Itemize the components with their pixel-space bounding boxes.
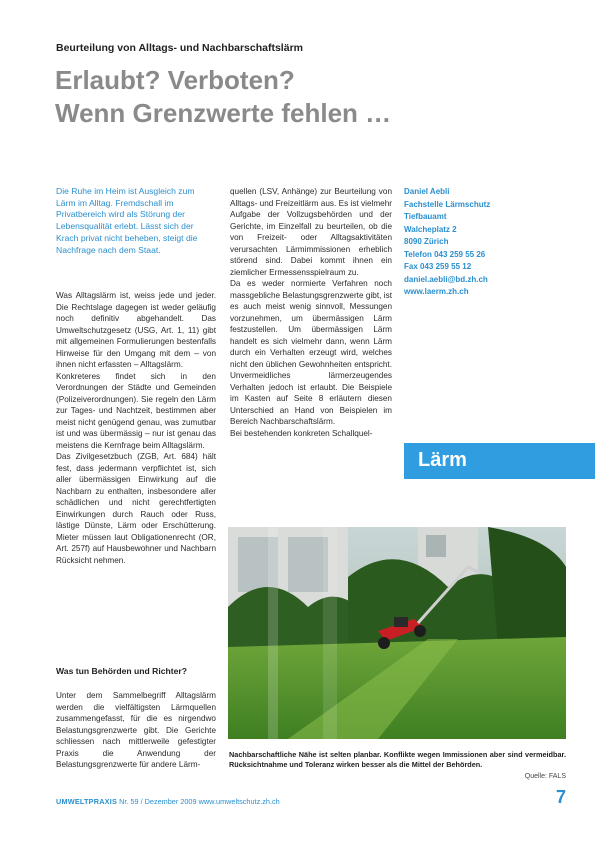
contact-web-link[interactable]: www.laerm.zh.ch: [404, 287, 469, 296]
paragraph: Da es weder normierte Verfahren noch massgebliche Belastungsgrenzwerte gibt, ist es auch meist wenig sinnvoll, Messungen vorzunehmen, um übermässigen Lärm festzustellen. Um übermässigen Lärm handelt es sich vielmehr dann, wenn Lärm durch ein Verhalten erzeugt wird, welches nicht den üblichen Gewohnheiten entspricht. Unvermeidliches lärmerzeugendes Verhalten jedoch ist erlaubt. Die Beispiele im Kasten auf Seite 8 erläutern diesen Unterschied an Hand von Beispielen im Bereich Nachbarschaftslärm.: [230, 279, 392, 426]
text-column-1: [56, 290, 216, 566]
article-kicker: Beurteilung von Alltags- und Nachbarschaftslärm: [56, 42, 303, 54]
contact-street: Walcheplatz 2: [404, 224, 457, 234]
author-contact: [404, 186, 554, 299]
paragraph: Konkreteres findet sich in den Verordnungen der Städte und Gemeinden (Polizeiverordnungen). Sie regeln den Lärm zur Tages- und Nachtzeit, bestimmen aber meist nicht genügend genau, was zumutbar ist und was übermässig – nur ist genau das meistens die Kernfrage beim Alltagslärm.: [56, 371, 216, 450]
paragraph: quellen (LSV, Anhänge) zur Beurteilung von Alltags- und Freizeitlärm aus. Es ist vielmehr Aufgabe der Vollzugsbehörden und der Gerichte, im Einzelfall zu beurteilen, ob die von Freizeit- oder Alltagsaktivitäten verursachten Lärmimmissionen erheblich störend sind. Dabei kommt ihnen ein ziemlicher Ermessensspielraum zu.: [230, 187, 392, 277]
paragraph: Bei bestehenden konkreten Schallquel-: [230, 428, 373, 438]
text-column-2: [230, 186, 392, 439]
section-tag: [404, 443, 595, 479]
headline-line-1: Erlaubt? Verboten?: [55, 65, 295, 95]
paragraph: Das Zivilgesetzbuch (ZGB, Art. 684) hält fest, dass jedermann verpflichtet ist, sich aller übermässigen Einwirkung auf die Nachbarn zu enthalten, insbesondere aller schädlichen und nicht gerechtfertigten Einwirkungen durch Rauch oder Russ, lästige Dünste, Lärm oder Erschütterung. Mieter müssen laut Obligationenrecht (OR, Art. 257f) auf Hausbewohner und Nachbarn Rücksicht nehmen.: [56, 452, 216, 565]
contact-name: Daniel Aebli: [404, 187, 450, 196]
contact-phone: Telefon 043 259 55 26: [404, 249, 486, 259]
contact-unit: Fachstelle Lärmschutz: [404, 199, 491, 209]
lawnmower-photo-illustration: [228, 527, 566, 739]
contact-email-link[interactable]: daniel.aebli@bd.zh.ch: [404, 274, 488, 284]
contact-city: 8090 Zürich: [404, 237, 449, 246]
lawnmower-photo: [228, 527, 566, 739]
subheading: Was tun Behörden und Richter?: [56, 666, 187, 676]
contact-fax: Fax 043 259 55 12: [404, 262, 472, 271]
photo-credit: Quelle: FALS: [524, 773, 566, 780]
section-tag-label: Lärm: [418, 449, 467, 471]
paragraph: Unter dem Sammelbegriff Alltagslärm werden die vielfältigsten Lärmquellen zusammengefasst, für die es nirgendwo Belastungsgrenzwerte gibt. Die Gerichte schliessen nach mittlerweile gefestigter Praxis die Anwendung der Belastungsgrenzwerte für andere Lärm-: [56, 691, 216, 769]
footer-web-link[interactable]: www.umweltschutz.zh.ch: [198, 797, 280, 806]
headline-line-2: Wenn Grenzwerte fehlen …: [55, 98, 392, 129]
contact-office: Tiefbauamt: [404, 212, 447, 221]
article-headline: [55, 64, 391, 130]
photo-caption: Nachbarschaftliche Nähe ist selten planbar. Konflikte wegen Immissionen aber sind vermeidbar. Rücksichtnahme und Toleranz wirken besser als die Mittel der Behörden.: [229, 750, 566, 769]
paragraph: Was Alltagslärm ist, weiss jede und jeder. Die Rechtslage dagegen ist weder geläufig noch definitiv abgehandelt. Das Umweltschutzgesetz (USG, Art. 1, 11) gibt mit allgemeinen Formulierungen bestenfalls Hinweise für den Umgang mit dem – von ihnen nicht erfassten – Alltagslärm.: [56, 291, 216, 369]
footer-brand: UMWELTPRAXIS: [56, 797, 118, 806]
page-number: 7: [555, 787, 566, 807]
text-column-1-continued: [56, 690, 216, 771]
article-lead: Die Ruhe im Heim ist Ausgleich zum Lärm im Alltag. Fremdschall im Privatbereich wird als Störung der Lebensqualität erlebt. Lässt sich der Krach privat nicht beheben, steigt die Nachfrage nach dem Staat.: [56, 186, 198, 255]
footer-issue: Nr. 59 / Dezember 2009: [119, 797, 197, 806]
page-footer: [56, 797, 280, 806]
